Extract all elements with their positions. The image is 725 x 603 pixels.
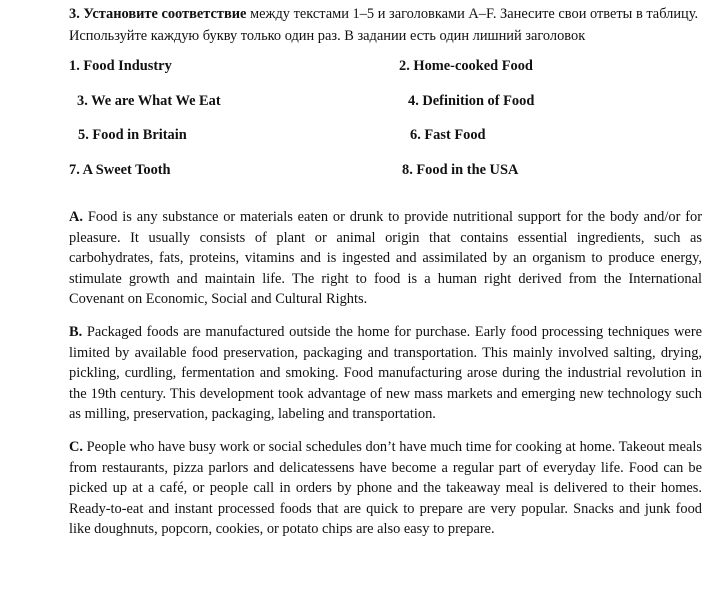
task-text: между текстами 1–5 и заголовками A–F. Занесите свои ответы в таблицу. Используйте каждую букву только один раз. В задании есть один лишний заголовок: [69, 6, 699, 44]
document-page: [69, 4, 702, 540]
heading-7: 7. A Sweet Tooth: [69, 162, 171, 178]
paragraph-letter: A.: [69, 209, 83, 225]
paragraph-text: People who have busy work or social schedules don’t have much time for cooking at home. Takeout meals from restaurants, pizza parlors and delicatessens have become a regular part of everyday life. Food can be picked up at a café, or people call in orders by phone and the takeaway meal is delivered to their homes. Ready-to-eat and instant processed foods that are quick to prepare are very popular. Snacks and junk food like doughnuts, popcorn, cookies, or potato chips are also easy to prepare.: [69, 438, 702, 538]
heading-2: 2. Home-cooked Food: [399, 58, 533, 74]
paragraph-letter: B.: [69, 323, 83, 340]
headings-list: [69, 56, 702, 196]
paragraph-text: Packaged foods are manufactured outside the home for purchase. Early food processing techniques were limited by available food preservation, packaging and transportation. This mainly involved salting, drying, pickling, curdling, fermentation and smoking. Food manufacturing arose during the industrial revolution in the 19th century. This development took advantage of new mass markets and emerging new technology such as milling, preservation, packaging, labeling and transportation.: [69, 323, 702, 423]
heading-6: 6. Fast Food: [410, 127, 486, 143]
task-number-title: 3. Установите соответствие: [69, 6, 247, 22]
paragraph-text: Food is any substance or materials eaten or drunk to provide nutritional support for the body and/or for pleasure. It usually consists of plant or animal origin that contains essential ingredients, such as carbohydrates, fats, proteins, vitamins and is ingested and assimilated by an organism to produce energy, stimulate growth and maintain life. The right to food is a human right derived from the International Covenant on Economic, Social and Cultural Rights.: [69, 209, 702, 308]
paragraph-a: [69, 207, 702, 310]
heading-8: 8. Food in the USA: [402, 162, 519, 178]
paragraph-letter: C.: [69, 438, 83, 455]
task-instruction: [69, 4, 702, 47]
heading-1: 1. Food Industry: [69, 58, 172, 74]
heading-3: 3. We are What We Eat: [77, 93, 221, 109]
heading-4: 4. Definition of Food: [408, 93, 535, 109]
paragraph-b: [69, 322, 702, 425]
heading-5: 5. Food in Britain: [78, 127, 187, 143]
paragraph-c: [69, 437, 702, 540]
